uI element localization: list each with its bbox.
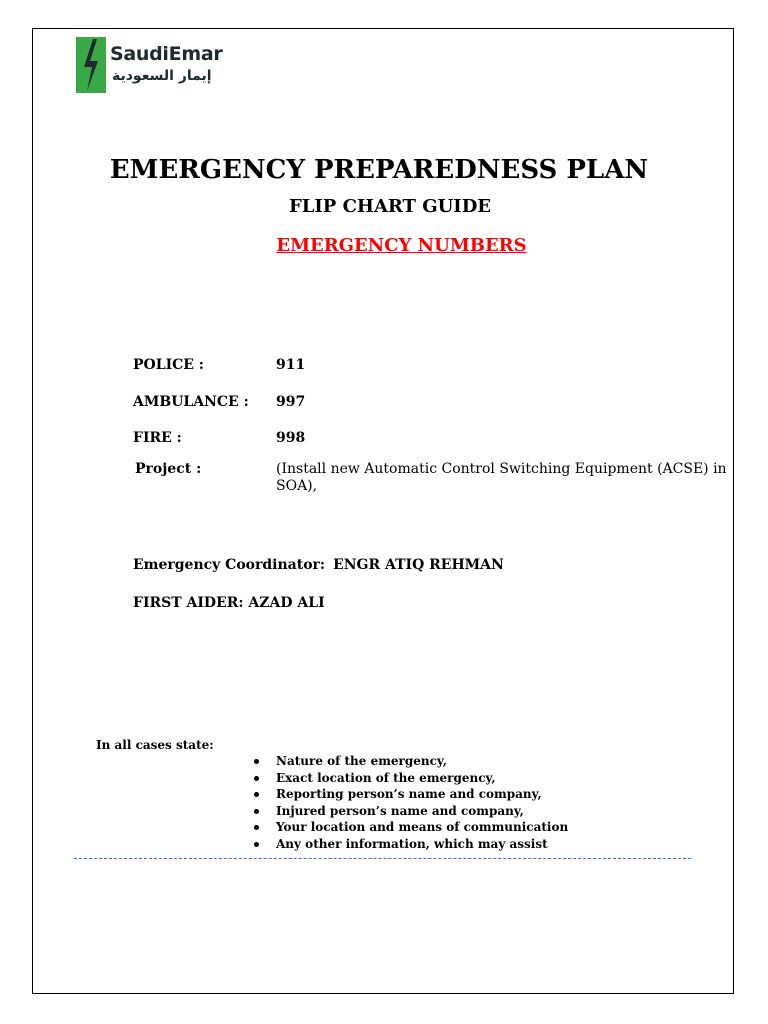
- ambulance-number: 997: [276, 394, 306, 410]
- list-item-text: Reporting person’s name and company,: [276, 787, 542, 802]
- police-label: POLICE :: [133, 357, 204, 373]
- lightning-logo-icon: [76, 37, 106, 93]
- fire-number: 998: [276, 430, 306, 446]
- logo-arabic-text: إيمار السعودية: [112, 68, 212, 84]
- logo-text: SaudiEmar: [110, 43, 223, 65]
- bullet-icon: [254, 759, 259, 764]
- emergency-numbers-heading: EMERGENCY NUMBERS: [276, 235, 527, 256]
- cases-label: In all cases state:: [96, 738, 214, 752]
- list-item-text: Injured person’s name and company,: [276, 803, 524, 818]
- list-item-text: Nature of the emergency,: [276, 754, 447, 768]
- bullet-icon: [254, 776, 259, 781]
- first-aider: FIRST AIDER: AZAD ALI: [133, 595, 325, 611]
- project-label: Project :: [135, 461, 202, 477]
- coordinator-name: ENGR ATIQ REHMAN: [333, 557, 504, 573]
- police-number: 911: [276, 357, 306, 373]
- list-item: [250, 803, 568, 820]
- bullet-icon: [254, 825, 259, 830]
- list-item-text: Your location and means of communication: [276, 820, 569, 835]
- bullet-icon: [254, 842, 259, 847]
- emergency-coordinator: [133, 557, 504, 573]
- document-title: EMERGENCY PREPAREDNESS PLAN: [109, 155, 649, 185]
- ambulance-label: AMBULANCE :: [133, 394, 249, 410]
- list-item: [250, 836, 568, 853]
- list-item-text: Exact location of the emergency,: [276, 770, 496, 785]
- coordinator-label: Emergency Coordinator:: [133, 557, 326, 573]
- list-item: [250, 786, 568, 803]
- dashed-divider: [74, 858, 691, 859]
- list-item: [250, 770, 568, 787]
- company-logo: [76, 37, 223, 95]
- document-subtitle: FLIP CHART GUIDE: [288, 196, 492, 217]
- cases-list: [250, 753, 568, 853]
- list-item: [250, 819, 568, 836]
- list-item-text: Any other information, which may assist: [276, 836, 548, 851]
- list-item: [250, 753, 568, 770]
- bullet-icon: [254, 792, 259, 797]
- fire-label: FIRE :: [133, 430, 182, 446]
- project-value: (Install new Automatic Control Switching Equipment (ACSE) in SOA),: [276, 461, 727, 494]
- bullet-icon: [254, 809, 259, 814]
